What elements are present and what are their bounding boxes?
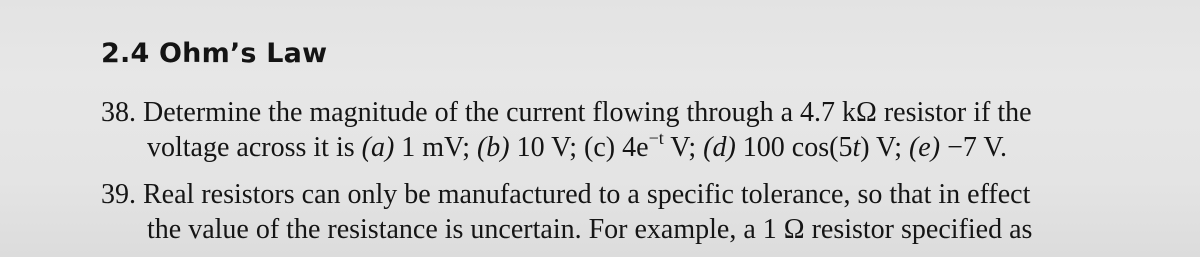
option-label: (e) xyxy=(908,132,941,163)
problem-text: ) V; xyxy=(860,132,909,163)
problem-text: 1 mV; xyxy=(394,132,477,163)
problem-text: −7 V. xyxy=(940,132,1007,163)
problem-text: 10 V; (c) 4e xyxy=(509,132,649,163)
section-heading: 2.4 Ohm’s Law xyxy=(101,38,328,69)
problem-38-line-2 xyxy=(101,130,1191,165)
problem-39-line-1 xyxy=(101,177,1191,212)
problem-38-line-1 xyxy=(101,95,1191,130)
problem-38 xyxy=(101,95,1191,165)
option-label: (b) xyxy=(476,132,510,163)
problem-text: V; xyxy=(663,132,704,163)
problem-39-line-2: the value of the resistance is uncertain. For example, a 1 Ω resistor specified as xyxy=(147,214,1033,245)
variable: t xyxy=(852,132,861,163)
problem-number: 39. xyxy=(101,179,136,210)
problem-text: Determine the magnitude of the current flowing through a 4.7 kΩ resistor if the xyxy=(143,97,1032,128)
problem-text: 100 cos(5 xyxy=(735,132,853,163)
option-label: (d) xyxy=(703,132,736,163)
exponent: −t xyxy=(648,128,664,148)
option-label: (a) xyxy=(361,132,395,163)
problem-39 xyxy=(101,177,1191,247)
problem-number: 38. xyxy=(101,97,136,128)
problem-text: Real resistors can only be manufactured to a specific tolerance, so that in effect xyxy=(143,179,1031,210)
problem-text: voltage across it is xyxy=(147,132,362,163)
